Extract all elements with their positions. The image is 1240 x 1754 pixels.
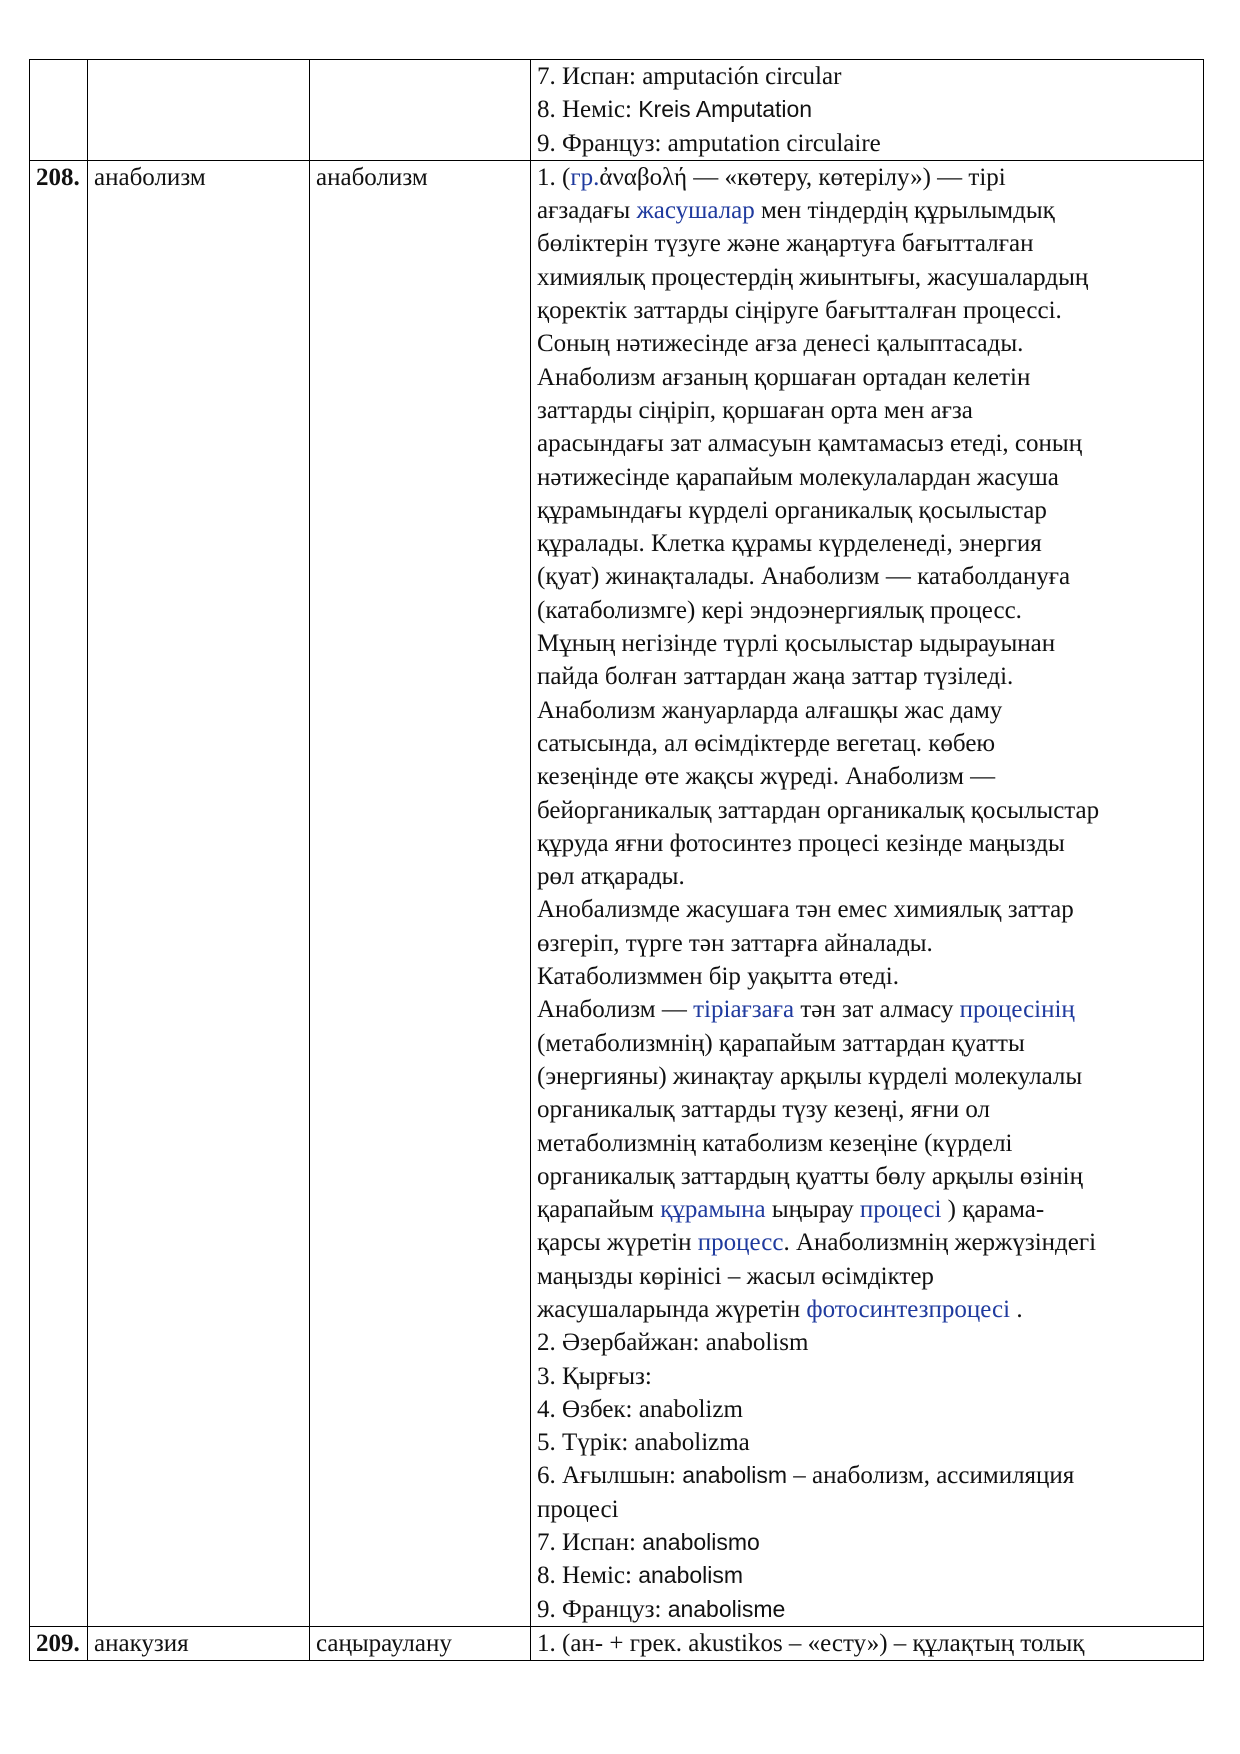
text-segment: 7. Испан: (537, 1529, 643, 1557)
definition-line (537, 60, 1197, 93)
text-segment: anabolismo (642, 1529, 760, 1556)
definition-cell (531, 1626, 1204, 1660)
definition-line (537, 1027, 1197, 1060)
definition-cell (531, 160, 1204, 1626)
term-link[interactable]: гр. (570, 163, 600, 191)
term-link[interactable]: процесі (859, 1196, 942, 1224)
definition-line (537, 760, 1197, 793)
definition-line (537, 1593, 1197, 1626)
text-segment: ἀναβολή — «көтеру, көтерілу») — тірі (599, 163, 1006, 191)
definition-line (537, 227, 1197, 260)
text-segment: органикалық заттардың қуатты бөлу арқылы өзінің (537, 1162, 1083, 1190)
definition-cell (531, 60, 1204, 161)
text-segment: ағзадағы (537, 197, 637, 225)
dictionary-table (29, 59, 1204, 1661)
term-russian (310, 60, 531, 161)
definition-line (537, 1526, 1197, 1559)
definition-line (537, 1093, 1197, 1126)
term-link[interactable]: фотосинтезпроцесі (806, 1295, 1011, 1323)
text-segment: (энергияны) жинақтау арқылы күрделі молекулалы (537, 1062, 1083, 1090)
text-segment: Анаболизм жануарларда алғашқы жас даму (537, 696, 1003, 724)
text-segment: anabolism (638, 1562, 744, 1589)
term-russian: саңыраулану (310, 1626, 531, 1660)
text-segment: ) қарама- (941, 1196, 1045, 1224)
text-segment: 8. Неміс: (537, 96, 639, 124)
text-segment: жасушаларында жүретін (537, 1295, 807, 1323)
term-link[interactable]: жасушалар (636, 197, 755, 225)
text-segment: кезеңінде өте жақсы жүреді. Анаболизм — (537, 763, 996, 791)
definition-line (537, 127, 1197, 160)
definition-line (537, 627, 1197, 660)
text-segment: 6. Ағылшын: (537, 1462, 683, 1490)
definition-line (537, 394, 1197, 427)
text-segment: Мұның негізінде түрлі қосылыстар ыдырауынан (537, 630, 1056, 658)
text-segment: қарсы жүретін (537, 1229, 698, 1257)
text-segment: . Анаболизмнің жержүзіндегі (783, 1229, 1097, 1257)
definition-line (537, 893, 1197, 926)
term-link[interactable]: құрамына (660, 1196, 766, 1224)
text-segment: нәтижесінде қарапайым молекулалардан жасуша (537, 463, 1059, 491)
definition-line (537, 1627, 1197, 1660)
text-segment: Анаболизм ағзаның қоршаған ортадан келетін (537, 363, 1031, 391)
definition-line (537, 727, 1197, 760)
definition-line (537, 361, 1197, 394)
definition-line (537, 660, 1197, 693)
definition-line (537, 427, 1197, 460)
definition-line (537, 294, 1197, 327)
text-segment: – анаболизм, ассимиляция (787, 1462, 1075, 1490)
definition-line (537, 494, 1197, 527)
text-segment: . (1010, 1295, 1023, 1323)
text-segment: өзгеріп, түрге тән заттарға айналады. (537, 929, 933, 957)
entry-number: 209. (30, 1626, 88, 1660)
text-segment: (қуат) жинақталады. Анаболизм — катаболдануға (537, 563, 1071, 591)
definition-line (537, 1559, 1197, 1592)
table-row (30, 60, 1204, 161)
text-segment: тән зат алмасу (794, 996, 960, 1024)
table-row (30, 1626, 1204, 1660)
text-segment: сатысында, ал өсімдіктерде вегетац. көбею (537, 729, 996, 757)
term-kazakh (88, 60, 310, 161)
entry-number (30, 60, 88, 161)
text-segment: 9. Француз: (537, 1595, 668, 1623)
term-kazakh: анакузия (88, 1626, 310, 1660)
definition-line (537, 327, 1197, 360)
text-segment: 1. (ан- + грек. akustikos – «есту») – құлақтың толық (537, 1629, 1085, 1657)
definition-line (537, 1493, 1197, 1526)
table-row (30, 160, 1204, 1626)
text-segment: заттарды сіңіріп, қоршаған орта мен ағза (537, 396, 973, 424)
term-link[interactable]: процесінің (959, 996, 1075, 1024)
definition-line (537, 860, 1197, 893)
term-link[interactable]: процесс (697, 1229, 784, 1257)
text-segment: бейорганикалық заттардан органикалық қосылыстар (537, 796, 1100, 824)
definition-line (537, 694, 1197, 727)
text-segment: құралады. Клетка құрамы күрделенеді, энергия (537, 530, 1042, 558)
entry-number: 208. (30, 160, 88, 1626)
text-segment: мен тіндердің құрылымдық (754, 197, 1055, 225)
text-segment: (метаболизмнің) қарапайым заттардан қуатты (537, 1029, 1025, 1057)
text-segment: процесі (537, 1495, 619, 1523)
definition-line (537, 560, 1197, 593)
text-segment: маңызды көрінісі – жасыл өсімдіктер (537, 1262, 934, 1290)
text-segment: рөл атқарады. (537, 863, 685, 891)
text-segment: Катаболизммен бір уақытта өтеді. (537, 963, 899, 991)
text-segment: 3. Қырғыз: (537, 1362, 652, 1390)
text-segment: 9. Француз: amputation circulaire (537, 129, 881, 157)
text-segment: Анаболизм — (537, 996, 694, 1024)
text-segment: Соның нәтижесінде ағза денесі қалыптасады. (537, 330, 1024, 358)
text-segment: арасындағы зат алмасуын қамтамасыз етеді, соның (537, 430, 1083, 458)
definition-line (537, 1426, 1197, 1459)
text-segment: метаболизмнің катаболизм кезеңіне (күрделі (537, 1129, 1013, 1157)
definition-line (537, 927, 1197, 960)
text-segment: пайда болған заттардан жаңа заттар түзіледі. (537, 663, 1014, 691)
text-segment: (катаболизмге) кері эндоэнергиялық процесс. (537, 596, 1022, 624)
term-kazakh: анаболизм (88, 160, 310, 1626)
definition-line (537, 1260, 1197, 1293)
text-segment: 4. Өзбек: anabolizm (537, 1395, 743, 1423)
text-segment: Kreis Amputation (638, 96, 813, 123)
definition-line (537, 1193, 1197, 1226)
definition-line (537, 594, 1197, 627)
definition-line (537, 827, 1197, 860)
definition-line (537, 1326, 1197, 1359)
text-segment: anabolism (682, 1462, 788, 1489)
text-segment: 2. Әзербайжан: anabolism (537, 1329, 809, 1357)
definition-line (537, 1293, 1197, 1326)
text-segment: химиялық процестердің жиынтығы, жасушалардың (537, 263, 1089, 291)
text-segment: ыңырау (765, 1196, 860, 1224)
text-segment: Анобализмде жасушаға тән емес химиялық заттар (537, 896, 1074, 924)
definition-line (537, 1459, 1197, 1492)
definition-line (537, 527, 1197, 560)
definition-line (537, 461, 1197, 494)
definition-line (537, 93, 1197, 126)
text-segment: anabolisme (667, 1595, 786, 1622)
text-segment: қарапайым (537, 1196, 661, 1224)
text-segment: 7. Испан: amputación circular (537, 63, 842, 90)
text-segment: органикалық заттарды түзу кезеңі, яғни ол (537, 1096, 991, 1124)
text-segment: 1. ( (537, 163, 571, 191)
text-segment: 8. Неміс: (537, 1562, 639, 1590)
text-segment: қоректік заттарды сіңіруге бағытталған процессі. (537, 297, 1062, 325)
definition-line (537, 1226, 1197, 1259)
definition-line (537, 993, 1197, 1026)
text-segment: бөліктерін түзуге және жаңартуға бағытталған (537, 230, 1034, 258)
text-segment: құрамындағы күрделі органикалық қосылыстар (537, 496, 1047, 524)
term-russian: анаболизм (310, 160, 531, 1626)
definition-line (537, 1393, 1197, 1426)
definition-line (537, 194, 1197, 227)
text-segment: құруда яғни фотосинтез процесі кезінде маңызды (537, 829, 1065, 857)
definition-line (537, 261, 1197, 294)
definition-line (537, 1360, 1197, 1393)
text-segment: 5. Түрік: anabolizma (537, 1429, 750, 1457)
definition-line (537, 161, 1197, 194)
term-link[interactable]: тіріағзаға (693, 996, 795, 1024)
definition-line (537, 960, 1197, 993)
definition-line (537, 1160, 1197, 1193)
definition-line (537, 794, 1197, 827)
definition-line (537, 1060, 1197, 1093)
definition-line (537, 1127, 1197, 1160)
